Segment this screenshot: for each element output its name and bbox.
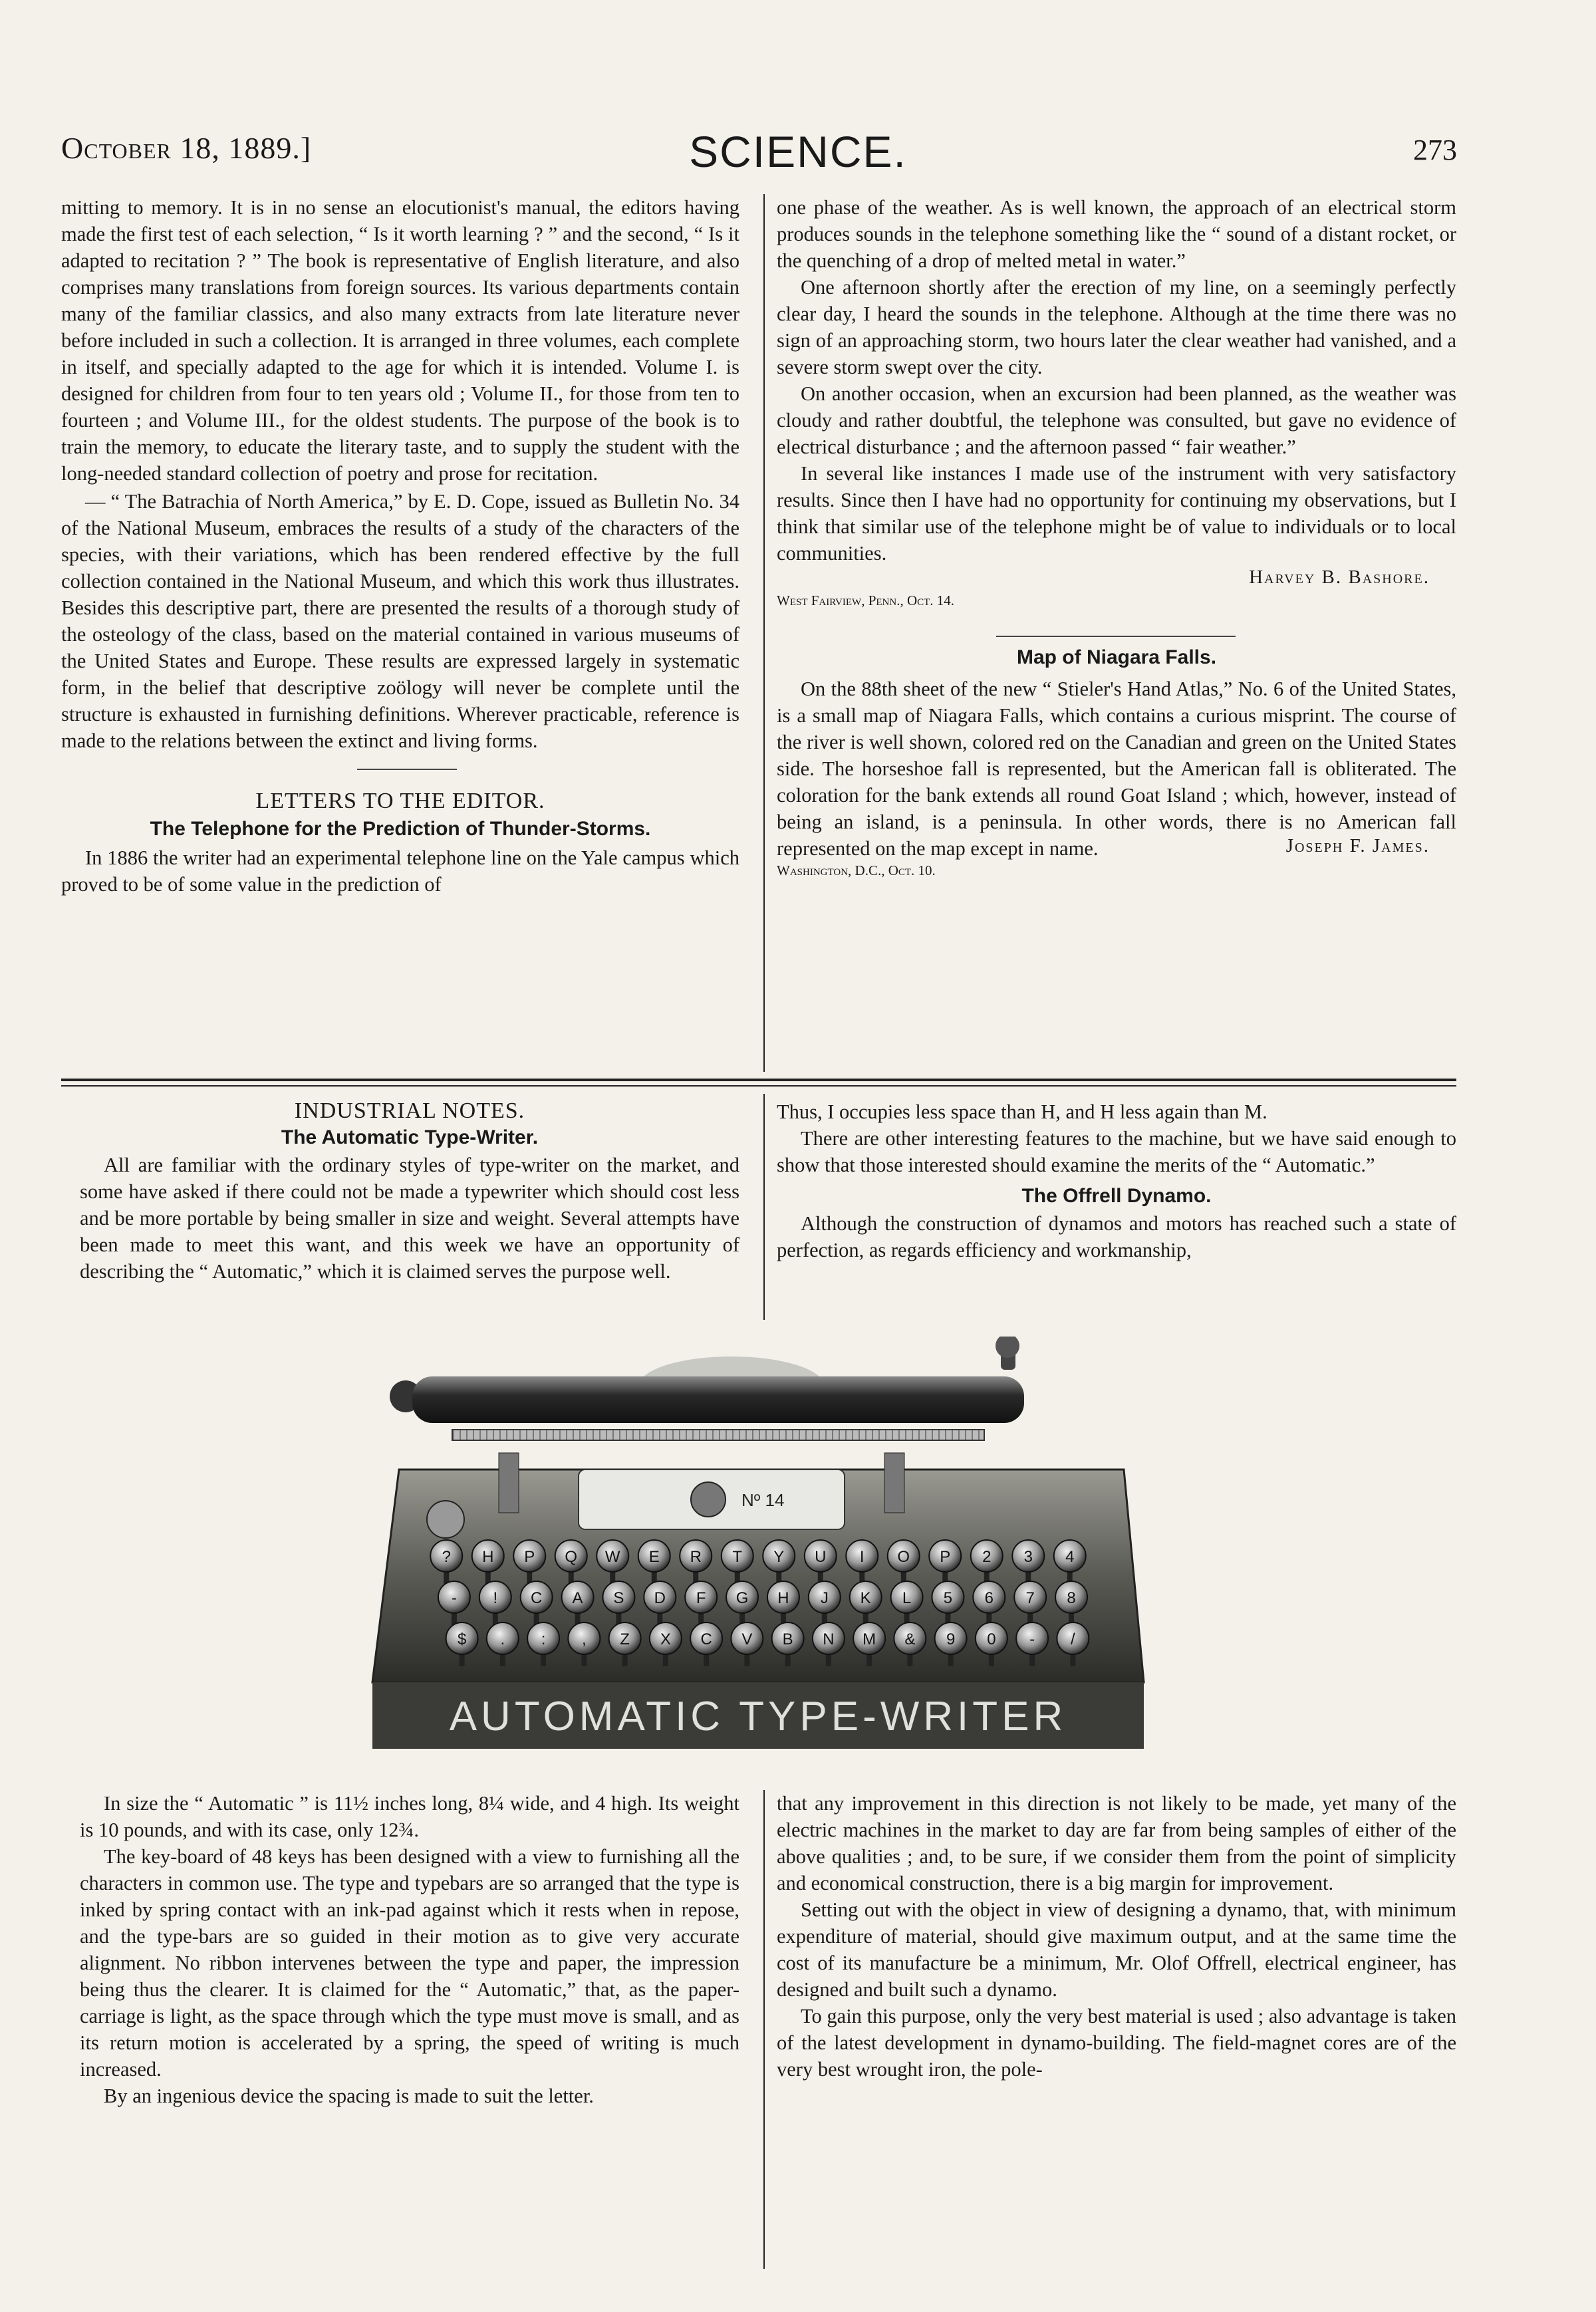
left-column-bottom (80, 1790, 739, 2109)
section-heading: INDUSTRIAL NOTES. (294, 1098, 525, 1123)
section-heading: LETTERS TO THE EDITOR. (255, 789, 545, 813)
paragraph: Setting out with the object in view of designing a dynamo, that, with minimum expenditure of material, should give maximum output, and at the same time the cost of its manufacture be a minimum, Mr. Olof Offrell, electrical engineer, has designed and built such a dynamo. (777, 1898, 1456, 2001)
article-title: The Automatic Type-Writer. (281, 1126, 539, 1148)
paragraph: Thus, I occupies less space than H, and H less again than M. (777, 1100, 1267, 1123)
key-label: T (732, 1548, 743, 1566)
column-divider (763, 1094, 765, 1320)
left-column-top (61, 194, 739, 898)
paragraph: Although the construction of dynamos and motors has reached such a state of perfection, as regards efficiency and workmanship, (777, 1212, 1456, 1261)
paragraph: All are familiar with the ordinary styles of type-writer on the market, and some have asked if there could not be made a typewriter which should cost less and be more portable by being smaller in size and weight. Several attempts have been made to meet this want, and this week we have an opportunity of describing the “ Automatic,” which it is claimed serves the purpose well. (80, 1154, 739, 1283)
typewriter-illustration (359, 1337, 1157, 1762)
key-label: L (902, 1589, 912, 1607)
paragraph: In several like instances I made use of the instrument with very satisfactory results. Since then I have had no opportunity for continuing my observations, but I think that similar use of the telephone might be of value to individuals or to local communities. (777, 462, 1456, 565)
key-label: F (696, 1589, 706, 1607)
key-label: W (604, 1548, 620, 1566)
key-label: 4 (1065, 1548, 1075, 1566)
column-divider (763, 194, 765, 1072)
article-title: The Telephone for the Prediction of Thunder-Storms. (150, 818, 651, 840)
key-label: P (940, 1548, 951, 1566)
industrial-left (80, 1098, 739, 1285)
key-label: E (648, 1548, 660, 1566)
right-knob-icon (996, 1337, 1019, 1358)
paragraph: — “ The Batrachia of North America,” by E. D. Cope, issued as Bulletin No. 34 of the National Museum, embraces the results of a study of the characters of the species, with their variations, which has been rendered effective by the full collection contained in the National Museum, and which this work thus illustrates. Besides this descriptive part, there are presented the results of a thorough study of the osteology of the class, based on the material contained in various museums of the United States and Europe. These results are expressed largely in systematic form, in the belief that descriptive zoölogy will never be complete until the structure is exhausted in furnishing definitions. Wherever practicable, reference is made to the relations between the extinct and living forms. (61, 490, 739, 752)
paragraph: By an ingenious device the spacing is made to suit the letter. (104, 2085, 594, 2107)
paragraph: that any improvement in this direction is not likely to be made, yet many of the electric machines in the market to day are far from being samples of either of the above qualities ; and, to be sure, if we consider them from the point of simplicity and economical construction, there is a big margin for improvement. (777, 1792, 1456, 1894)
key-label: Z (620, 1630, 630, 1648)
paragraph: In size the “ Automatic ” is 11½ inches long, 8¼ wide, and 4 high. Its weight is 10 pounds, and with its case, only 12¾. (80, 1792, 739, 1841)
paragraph: There are other interesting features to the machine, but we have said enough to show that those interested should examine the merits of the “ Automatic.” (777, 1127, 1456, 1176)
banner-text: AUTOMATIC TYPE-WRITER (449, 1694, 1067, 1739)
key-label: 0 (987, 1630, 996, 1648)
key-label: - (1029, 1630, 1035, 1648)
industrial-right (777, 1098, 1456, 1263)
key-label: : (541, 1630, 546, 1648)
key-label: 2 (982, 1548, 992, 1566)
platen-roller (412, 1376, 1024, 1423)
key-label: 6 (984, 1589, 994, 1607)
key-label: C (700, 1630, 712, 1648)
key-label: R (690, 1548, 702, 1566)
key-label: D (654, 1589, 666, 1607)
key-label: 5 (943, 1589, 953, 1607)
key-label: A (572, 1589, 583, 1607)
key-label: P (524, 1548, 535, 1566)
dateline: West Fairview, Penn., Oct. 14. (777, 592, 955, 608)
column-divider (763, 1790, 765, 2269)
divider (996, 636, 1236, 637)
key-label: O (897, 1548, 910, 1566)
key-label: / (1071, 1630, 1075, 1648)
paragraph: one phase of the weather. As is well known, the approach of an electrical storm produces sounds in the telephone something like the “ sound of a distant rocket, or the quenching of a drop of melted metal in water.” (777, 196, 1456, 272)
key-label: I (859, 1548, 864, 1566)
paragraph: The key-board of 48 keys has been designed with a view to furnishing all the characters in common use. The type and typebars are so arranged that the type is inked by spring contact with an ink-pad against which it rests when in repose, and the type-bars are so guided in their motion as to give very accurate alignment. No ribbon intervenes between the type and paper, the impression being thus the clearer. It is claimed for the “ Automatic,” that, as the paper-carriage is light, as the space through which the type must move is small, and as its return motion is accelerated by a spring, the speed of writing is much increased. (80, 1845, 739, 2081)
right-column-top (777, 194, 1456, 879)
key-label: . (500, 1630, 505, 1648)
issue-date: October 18, 1889.] (61, 131, 312, 165)
key-label: & (904, 1630, 916, 1648)
key-label: $ (457, 1630, 467, 1648)
article-title: Map of Niagara Falls. (1016, 646, 1217, 668)
divider (357, 769, 457, 770)
key-label: C (531, 1589, 543, 1607)
dateline: Washington, D.C., Oct. 10. (777, 862, 936, 878)
signature: Joseph F. James. (1285, 835, 1430, 856)
paragraph: On another occasion, when an excursion had been planned, as the weather was cloudy and rather doubtful, the telephone was consulted, but gave no evidence of electrical disturbance ; and the afternoon passed “ fair weather.” (777, 382, 1456, 458)
paragraph: To gain this purpose, only the very best material is used ; also advantage is taken of the latest development in dynamo-building. The field-magnet cores are of the very best wrought iron, the pole- (777, 2005, 1456, 2081)
paragraph: On the 88th sheet of the new “ Stieler's Hand Atlas,” No. 6 of the United States, is a small map of Niagara Falls, which contains a curious misprint. The course of the river is well shown, colored red on the Canadian and green on the United States side. The horseshoe fall is represented, but the American fall is obliterated. The coloration for the bank extends all round Goat Island ; which, however, instead of being an island, is a peninsula. In other words, there is no American fall represented on the map except in name. (777, 678, 1456, 860)
key-label: X (660, 1630, 671, 1648)
key-label: 7 (1025, 1589, 1035, 1607)
key-label: V (741, 1630, 753, 1648)
plate-number: Nº 14 (741, 1490, 785, 1510)
section-rule (61, 1079, 1456, 1081)
key-label: Y (773, 1548, 785, 1566)
key-label: N (823, 1630, 835, 1648)
key-label: 8 (1067, 1589, 1076, 1607)
signature: Harvey B. Bashore. (1249, 567, 1430, 588)
journal-title: SCIENCE. (689, 127, 907, 176)
key-label: H (482, 1548, 494, 1566)
paragraph: In 1886 the writer had an experimental telephone line on the Yale campus which proved to be of some value in the prediction of (61, 846, 739, 896)
key-label: M (863, 1630, 876, 1648)
section-rule (61, 1085, 1456, 1087)
paragraph: One afternoon shortly after the erection of my line, on a seemingly perfectly clear day, I heard the sounds in the telephone. Although at the time there was no sign of an approaching storm, two hours later the clear weather had vanished, and a severe storm swept over the city. (777, 276, 1456, 378)
right-column-bottom (777, 1790, 1456, 2083)
key-label: 3 (1023, 1548, 1033, 1566)
key-label: - (451, 1589, 457, 1607)
key-label: B (782, 1630, 793, 1648)
bell-icon (427, 1501, 464, 1538)
key-label: ! (493, 1589, 498, 1607)
key-label: , (582, 1630, 587, 1648)
key-label: Q (565, 1548, 578, 1566)
key-label: K (860, 1589, 871, 1607)
key-label: G (735, 1589, 749, 1607)
article-title: The Offrell Dynamo. (1021, 1185, 1212, 1207)
paragraph: mitting to memory. It is in no sense an elocutionist's manual, the editors having made the first test of each selection, “ Is it worth learning ? ” and the second, “ Is it adapted to recitation ? ” The book is representative of English literature, and also comprises many translations from foreign sources. Its various departments contain many of the familiar classics, and also many extracts from late literature never before included in such a collection. It is arranged in three volumes, each complete in itself, and specially adapted to the age for which it is intended. Volume I. is designed for children from four to ten years old ; Volume II., for those from ten to fourteen ; and Volume III., for the oldest students. The purpose of the book is to train the memory, to educate the literary taste, and to supply the student with the long-needed standard collection of poetry and prose for recitation. (61, 196, 739, 485)
key-label: ? (442, 1548, 451, 1566)
key-label: 9 (946, 1630, 956, 1648)
key-label: S (613, 1589, 624, 1607)
page-number: 273 (1413, 134, 1457, 166)
key-label: U (815, 1548, 827, 1566)
key-label: J (820, 1589, 829, 1607)
emblem-icon (691, 1482, 726, 1517)
key-label: H (777, 1589, 789, 1607)
